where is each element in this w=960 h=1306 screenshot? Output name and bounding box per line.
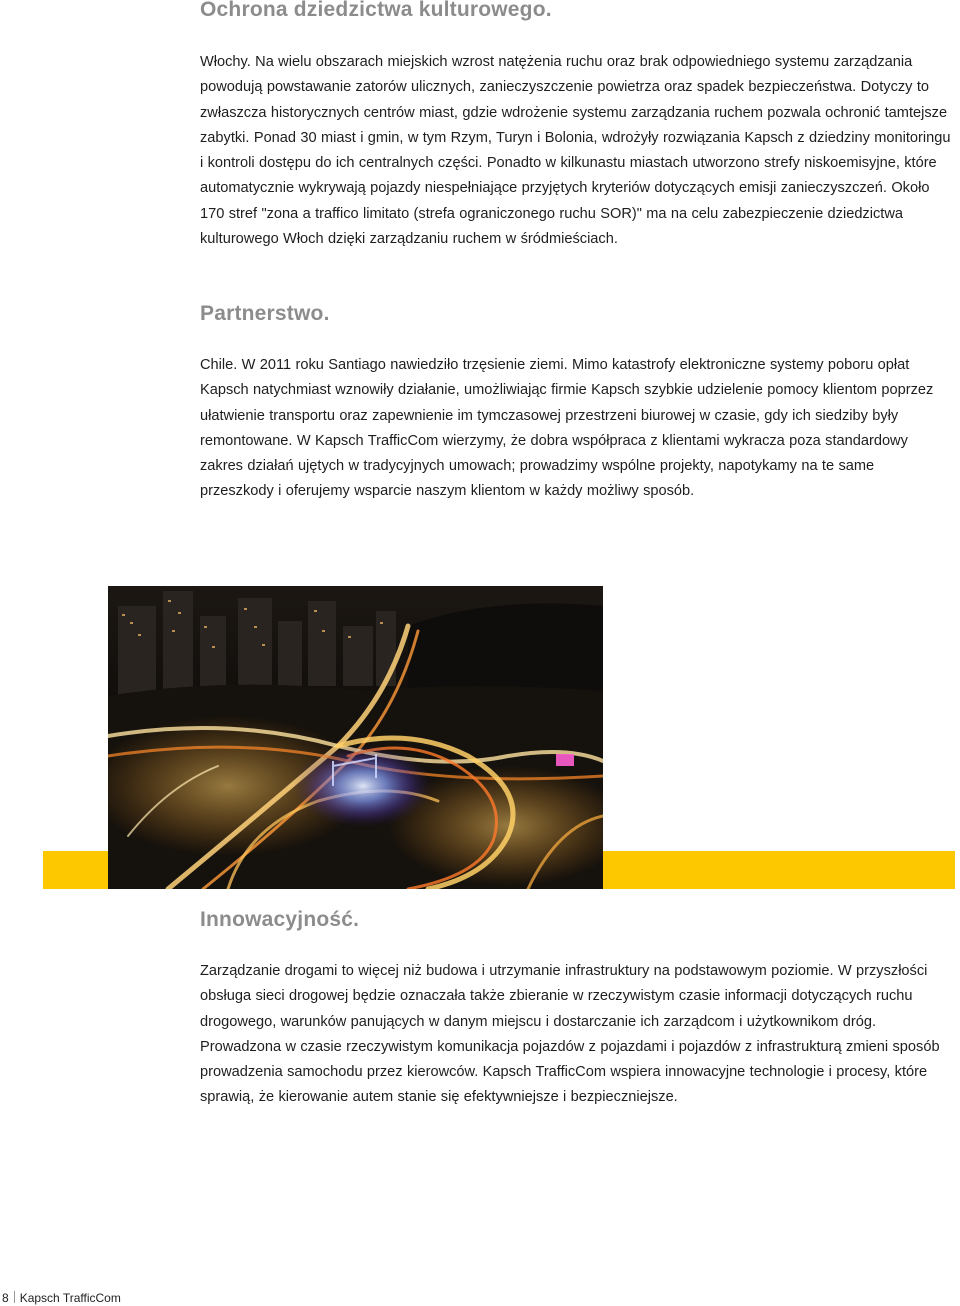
section-body-partnership: Chile. W 2011 roku Santiago nawiedziło trzęsienie ziemi. Mimo katastrofy elektroniczne systemy poboru opłat Kapsch natychmiast wznowiły działanie, umożliwiając firmie Kapsch szybkie udzielenie pomocy klientom poprzez ułatwienie transportu oraz zapewnienie im tymczasowej przestrzeni biurowej w czasie, gdy ich siedziby były remontowane. W Kapsch TrafficCom wierzymy, że dobra współpraca z klientami wykracza poza standardowy zakres działań ujętych w tradycyjnych umowach; prowadzimy wspólne projekty, napotykamy na te same przeszkody i oferujemy wsparcie naszym klientom w każdy możliwy sposób. [200,357,934,500]
footer-company: Kapsch TrafficCom [19,1291,121,1305]
section-title-innovation: Innowacyjność. [200,908,360,931]
section-title-heritage: Ochrona dziedzictwa kulturowego. [200,0,552,21]
page-footer [2,1291,121,1305]
page-number: 8 [2,1291,9,1305]
section-body-heritage: Włochy. Na wielu obszarach miejskich wzrost natężenia ruchu oraz brak odpowiedniego systemu zarządzania powodują powstawanie zatorów ulicznych, zanieczyszczenie powietrza oraz spadek bezpieczeństwa. Dotyczy to zwłaszcza historycznych centrów miast, gdzie wdrożenie systemu zarządzania ruchem pozwala ochronić tamtejsze zabytki. Ponad 30 miast i gmin, w tym Rzym, Turyn i Bolonia, wdrożyły rozwiązania Kapsch z dziedziny monitoringu i kontroli dostępu do ich centralnych części. Ponadto w kilkunastu miastach utworzono strefy niskoemisyjne, które automatycznie wykrywają pojazdy niespełniające przyjętych kryteriów dotyczących emisji zanieczyszczeń. Około 170 stref "zona a traffico limitato (strefa ograniczonego ruchu SOR)" ma na celu zabezpieczenie dziedzictwa kulturowego Włoch dzięki zarządzaniu ruchem w śródmieściach. [200,54,951,248]
section-title-partnership: Partnerstwo. [200,302,330,325]
footer-separator [14,1291,15,1303]
section-body-innovation: Zarządzanie drogami to więcej niż budowa i utrzymanie infrastruktury na podstawowym poziomie. W przyszłości obsługa sieci drogowej będzie oznaczała także zbieranie w rzeczywistym czasie informacji dotyczących ruchu drogowego, warunków panujących w danym miejscu i dostarczanie ich zarządcom i użytkownikom dróg. Prowadzona w czasie rzeczywistym komunikacja pojazdów z pojazdami i pojazdów z infrastrukturą zmieni sposób prowadzenia samochodu przez kierowców. Kapsch TrafficCom wspiera innowacyjne technologie i procesy, które sprawią, że kierowanie autem stanie się efektywniejsze i bezpieczniejsze. [200,963,940,1106]
night-city-interchange-photo [108,586,603,889]
